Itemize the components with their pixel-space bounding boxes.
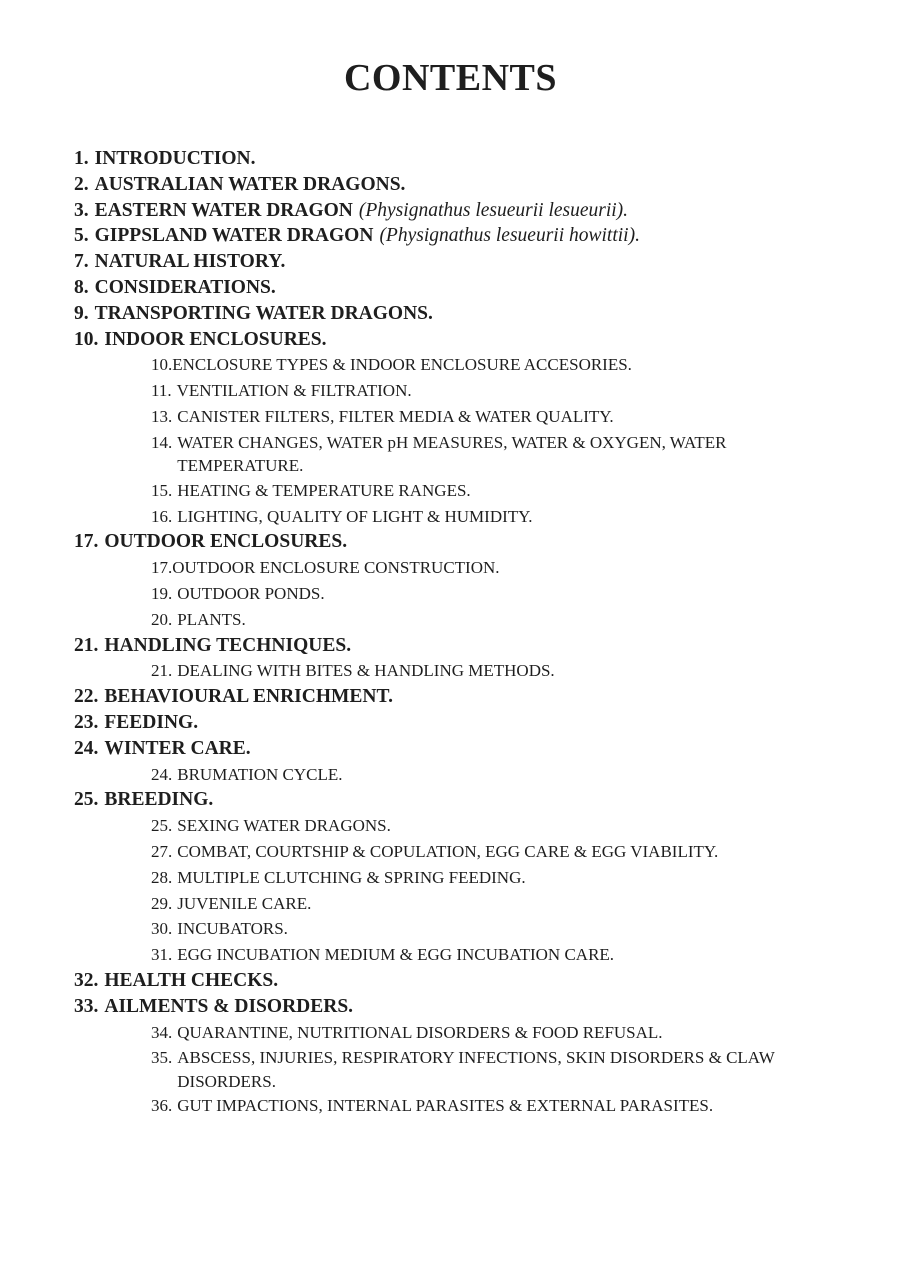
toc-subentry-title: OUTDOOR ENCLOSURE CONSTRUCTION. bbox=[172, 558, 500, 578]
toc-entry-handling-techniques[interactable] bbox=[74, 633, 834, 659]
toc-entry-gippsland-water-dragon[interactable] bbox=[74, 223, 834, 249]
toc-subentry-title: QUARANTINE, NUTRITIONAL DISORDERS & FOOD REFUSAL. bbox=[177, 1022, 663, 1042]
toc-page-number: 30. bbox=[151, 919, 173, 939]
toc-page-number: 32. bbox=[74, 969, 99, 991]
toc-subentry-lighting[interactable] bbox=[151, 504, 834, 530]
toc-subentry-title: INCUBATORS. bbox=[177, 919, 288, 939]
toc-entry-transporting-water-dragons[interactable] bbox=[74, 301, 834, 327]
toc-entry-winter-care[interactable] bbox=[74, 736, 834, 762]
toc-page-number: 36. bbox=[151, 1096, 173, 1116]
toc-subentry-title: SEXING WATER DRAGONS. bbox=[177, 816, 391, 836]
toc-subentry-outdoor-construction[interactable] bbox=[151, 555, 834, 581]
toc-entry-feeding[interactable] bbox=[74, 710, 834, 736]
toc-subentry-juvenile-care[interactable] bbox=[151, 891, 834, 917]
toc-page-number: 17. bbox=[74, 531, 99, 553]
toc-subentry-sexing[interactable] bbox=[151, 813, 834, 839]
toc-entry-breeding[interactable] bbox=[74, 787, 834, 813]
toc-page-number: 20. bbox=[151, 609, 173, 629]
toc-page-number: 7. bbox=[74, 251, 89, 273]
toc-subentry-brumation-cycle[interactable] bbox=[151, 762, 834, 788]
toc-subentry-outdoor-ponds[interactable] bbox=[151, 581, 834, 607]
toc-page-number: 3. bbox=[74, 199, 89, 221]
toc-entry-outdoor-enclosures[interactable] bbox=[74, 529, 834, 555]
toc-subentry-title: EGG INCUBATION MEDIUM & EGG INCUBATION CARE. bbox=[177, 945, 615, 965]
toc-entry-behavioural-enrichment[interactable] bbox=[74, 684, 834, 710]
toc-subentry-heating[interactable] bbox=[151, 478, 834, 504]
toc-page-number: 11. bbox=[151, 381, 172, 401]
toc-page-number: 19. bbox=[151, 583, 173, 603]
toc-entry-title: GIPPSLAND WATER DRAGON bbox=[94, 225, 374, 247]
toc-page-number: 25. bbox=[151, 816, 173, 836]
toc-page-number: 10. bbox=[151, 355, 173, 375]
toc-entry-ailments-disorders[interactable] bbox=[74, 994, 834, 1020]
toc-subentry-title: JUVENILE CARE. bbox=[177, 893, 312, 913]
toc-page-number: 24. bbox=[74, 737, 99, 759]
toc-entry-introduction[interactable] bbox=[74, 146, 834, 172]
toc-entry-health-checks[interactable] bbox=[74, 968, 834, 994]
toc-subentry-title: DEALING WITH BITES & HANDLING METHODS. bbox=[177, 661, 555, 681]
toc-subentry-title: CANISTER FILTERS, FILTER MEDIA & WATER QUALITY. bbox=[177, 406, 614, 426]
toc-entry-title: AILMENTS & DISORDERS. bbox=[104, 995, 354, 1017]
toc-entry-title: WINTER CARE. bbox=[104, 737, 251, 759]
toc-subentry-canister-filters[interactable] bbox=[151, 404, 834, 430]
toc-page-number: 16. bbox=[151, 506, 173, 526]
toc-subentry-title: VENTILATION & FILTRATION. bbox=[176, 381, 412, 401]
toc-subentry-egg-incubation[interactable] bbox=[151, 942, 834, 968]
toc-page-number: 35. bbox=[151, 1048, 173, 1068]
toc-entry-title: OUTDOOR ENCLOSURES. bbox=[104, 531, 348, 553]
toc-subentry-title: HEATING & TEMPERATURE RANGES. bbox=[177, 480, 471, 500]
toc-subentry-abscess-injuries[interactable] bbox=[151, 1045, 834, 1093]
toc-entry-considerations[interactable] bbox=[74, 275, 834, 301]
toc-entry-eastern-water-dragon[interactable] bbox=[74, 198, 834, 224]
toc-subentry-gut-impactions[interactable] bbox=[151, 1093, 834, 1119]
toc-subentry-quarantine[interactable] bbox=[151, 1020, 834, 1046]
toc-page-number: 29. bbox=[151, 893, 173, 913]
toc-entry-title: NATURAL HISTORY. bbox=[94, 251, 286, 273]
toc-page-number: 14. bbox=[151, 432, 173, 452]
toc-subentry-title: ABSCESS, INJURIES, RESPIRATORY INFECTIONS, SKIN DISORDERS & CLAW DISORDERS. bbox=[177, 1048, 775, 1091]
toc-page-number: 33. bbox=[74, 995, 99, 1017]
toc-entry-title: TRANSPORTING WATER DRAGONS. bbox=[94, 302, 433, 324]
toc-entry-title: BEHAVIOURAL ENRICHMENT. bbox=[104, 686, 393, 708]
toc-subentry-title: COMBAT, COURTSHIP & COPULATION, EGG CARE & EGG VIABILITY. bbox=[177, 841, 719, 861]
toc-page-number: 15. bbox=[151, 480, 173, 500]
toc-page-number: 1. bbox=[74, 148, 89, 169]
toc-page-number: 34. bbox=[151, 1022, 173, 1042]
toc-entry-title: INDOOR ENCLOSURES. bbox=[104, 328, 327, 350]
toc-page-number: 21. bbox=[74, 634, 99, 656]
toc-subentry-plants[interactable] bbox=[151, 607, 834, 633]
toc-page-number: 10. bbox=[74, 328, 99, 350]
toc-subentry-water-changes[interactable] bbox=[151, 430, 834, 478]
toc-subentry-title: LIGHTING, QUALITY OF LIGHT & HUMIDITY. bbox=[177, 506, 533, 526]
toc-page-number: 24. bbox=[151, 764, 173, 784]
toc-subentry-ventilation[interactable] bbox=[151, 378, 834, 404]
toc-subentry-dealing-with-bites[interactable] bbox=[151, 658, 834, 684]
toc-subentry-combat-courtship[interactable] bbox=[151, 839, 834, 865]
toc-entry-natural-history[interactable] bbox=[74, 249, 834, 275]
toc-page-number: 25. bbox=[74, 789, 99, 811]
toc-subentry-title: MULTIPLE CLUTCHING & SPRING FEEDING. bbox=[177, 867, 526, 887]
toc-entry-title: HANDLING TECHNIQUES. bbox=[104, 634, 352, 656]
toc-page-number: 22. bbox=[74, 686, 99, 708]
toc-entry-scientific-name: (Physignathus lesueurii howittii). bbox=[379, 225, 640, 247]
toc-subentry-incubators[interactable] bbox=[151, 916, 834, 942]
toc-page-number: 9. bbox=[74, 302, 89, 324]
toc-subentry-title: OUTDOOR PONDS. bbox=[177, 583, 325, 603]
toc-page-number: 17. bbox=[151, 558, 173, 578]
page-title: CONTENTS bbox=[343, 57, 558, 99]
toc-page-number: 23. bbox=[74, 711, 99, 733]
toc-page-number: 5. bbox=[74, 225, 89, 247]
toc-subentry-title: GUT IMPACTIONS, INTERNAL PARASITES & EXTERNAL PARASITES. bbox=[177, 1096, 714, 1116]
toc-entry-title: FEEDING. bbox=[104, 711, 199, 733]
toc-subentry-title: BRUMATION CYCLE. bbox=[177, 764, 343, 784]
toc-entry-scientific-name: (Physignathus lesueurii lesueurii). bbox=[358, 199, 629, 221]
toc-page-number: 21. bbox=[151, 661, 173, 681]
toc-entry-title: HEALTH CHECKS. bbox=[104, 969, 279, 991]
toc-entry-indoor-enclosures[interactable] bbox=[74, 327, 834, 353]
toc-page-number: 27. bbox=[151, 841, 173, 861]
toc-subentry-title: PLANTS. bbox=[177, 609, 246, 629]
toc-page-number: 2. bbox=[74, 173, 89, 195]
toc-entry-title: EASTERN WATER DRAGON bbox=[94, 199, 353, 221]
toc-subentry-title: ENCLOSURE TYPES & INDOOR ENCLOSURE ACCESORIES. bbox=[172, 355, 632, 375]
toc-subentry-title: WATER CHANGES, WATER pH MEASURES, WATER & OXYGEN, WATER TEMPERATURE. bbox=[177, 432, 727, 476]
toc-page-number: 31. bbox=[151, 945, 173, 965]
toc-entry-australian-water-dragons[interactable] bbox=[74, 172, 834, 198]
toc-page-number: 8. bbox=[74, 276, 89, 298]
toc-entry-title: CONSIDERATIONS. bbox=[94, 276, 276, 298]
table-of-contents bbox=[74, 146, 834, 1119]
toc-entry-title: AUSTRALIAN WATER DRAGONS. bbox=[94, 173, 406, 195]
toc-subentry-enclosure-types[interactable] bbox=[151, 352, 834, 378]
toc-entry-title: INTRODUCTION. bbox=[94, 148, 256, 169]
toc-subentry-multiple-clutching[interactable] bbox=[151, 865, 834, 891]
toc-page-number: 28. bbox=[151, 867, 173, 887]
toc-entry-title: BREEDING. bbox=[104, 789, 214, 811]
toc-page-number: 13. bbox=[151, 406, 173, 426]
